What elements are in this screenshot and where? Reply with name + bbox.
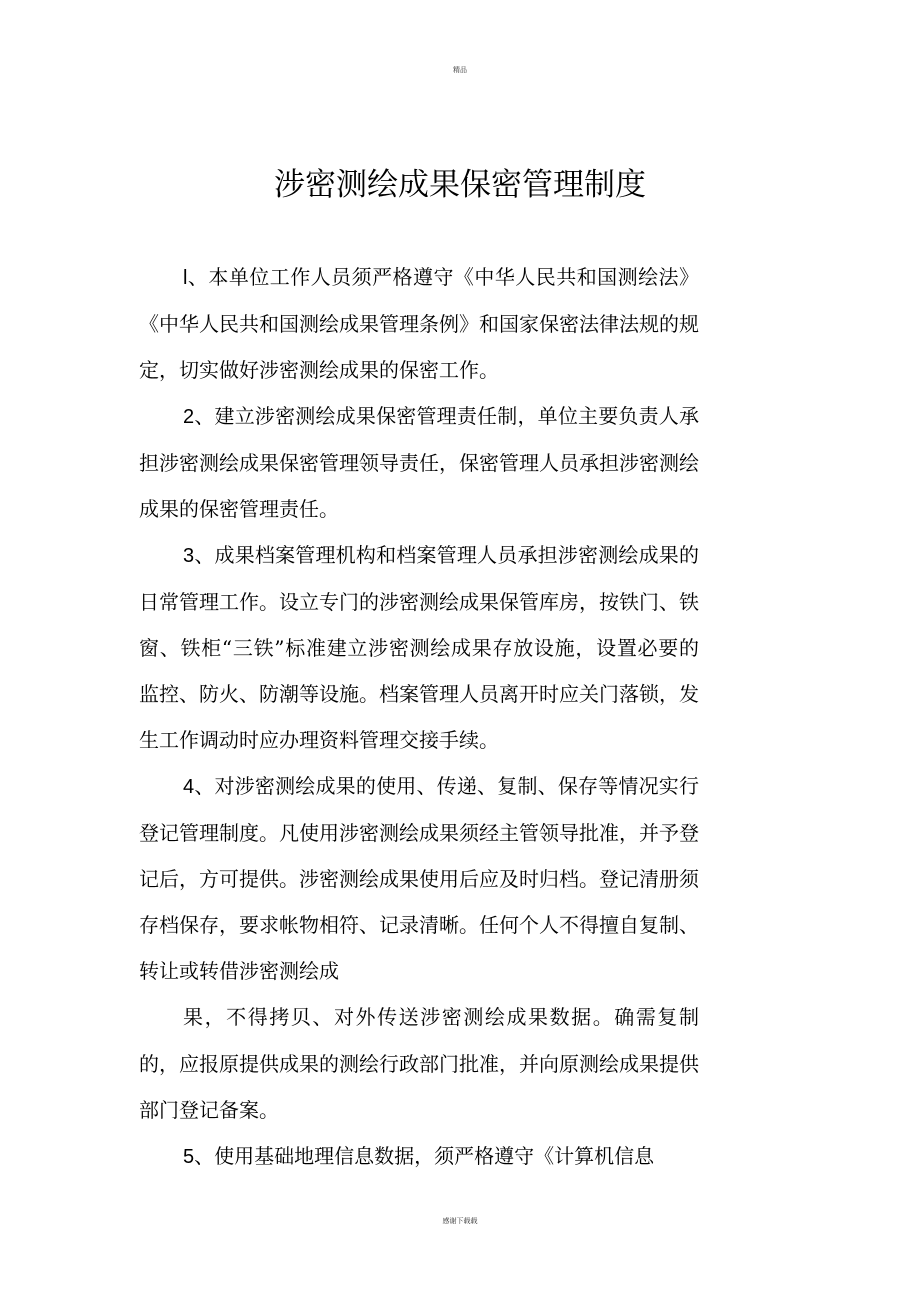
paragraph-2 <box>139 393 699 532</box>
paragraph-text: 果，不得拷贝、对外传送涉密测绘成果数据。确需复制的，应报原提供成果的测绘行政部门批准，并向原测绘成果提供部门登记备案。 <box>139 1005 699 1122</box>
paragraph-number: 5 <box>183 1146 195 1168</box>
paragraph-number: 2 <box>183 406 195 428</box>
document-title: 涉密测绘成果保密管理制度 <box>274 167 646 203</box>
paragraph-text: 、成果档案管理机构和档案管理人员承担涉密测绘成果的日常管理工作。设立专门的涉密测绘成果保管库房，按铁门、铁窗、铁柜“三铁”标准建立涉密测绘成果存放设施，设置必要的监控、防火、防潮等设施。档案管理人员离开时应关门落锁，发生工作调动时应办理资料管理交接手续。 <box>139 543 699 752</box>
paragraph-number: l <box>183 267 188 289</box>
page-footer: 感谢下载载 <box>442 1217 478 1225</box>
paragraph-text: 、本单位工作人员须严格遵守《中华人民共和国测绘法》《中华人民共和国测绘成果管理条例》和国家保密法律法规的规定，切实做好涉密测绘成果的保密工作。 <box>139 265 699 382</box>
paragraph-number: 4 <box>183 776 195 798</box>
page-header: 精品 <box>453 66 467 74</box>
paragraph-number: 3 <box>183 545 195 567</box>
paragraph-text: 、对涉密测绘成果的使用、传递、复制、保存等情况实行登记管理制度。凡使用涉密测绘成果须经主管领导批准，并予登记后，方可提供。涉密测绘成果使用后应及时归档。登记清册须存档保存，要求帐物相符、记录清晰。任何个人不得擅自复制、转让或转借涉密测绘成 <box>139 774 699 983</box>
paragraph-1 <box>139 254 699 393</box>
document-body <box>139 254 699 1180</box>
paragraph-4-continued <box>139 994 699 1133</box>
paragraph-text: 、使用基础地理信息数据，须严格遵守《计算机信息 <box>194 1144 655 1168</box>
paragraph-text: 、建立涉密测绘成果保密管理责任制，单位主要负责人承担涉密测绘成果保密管理领导责任，保密管理人员承担涉密测绘成果的保密管理责任。 <box>139 404 699 521</box>
paragraph-4 <box>139 763 699 994</box>
paragraph-5 <box>139 1133 699 1180</box>
paragraph-3 <box>139 532 699 763</box>
